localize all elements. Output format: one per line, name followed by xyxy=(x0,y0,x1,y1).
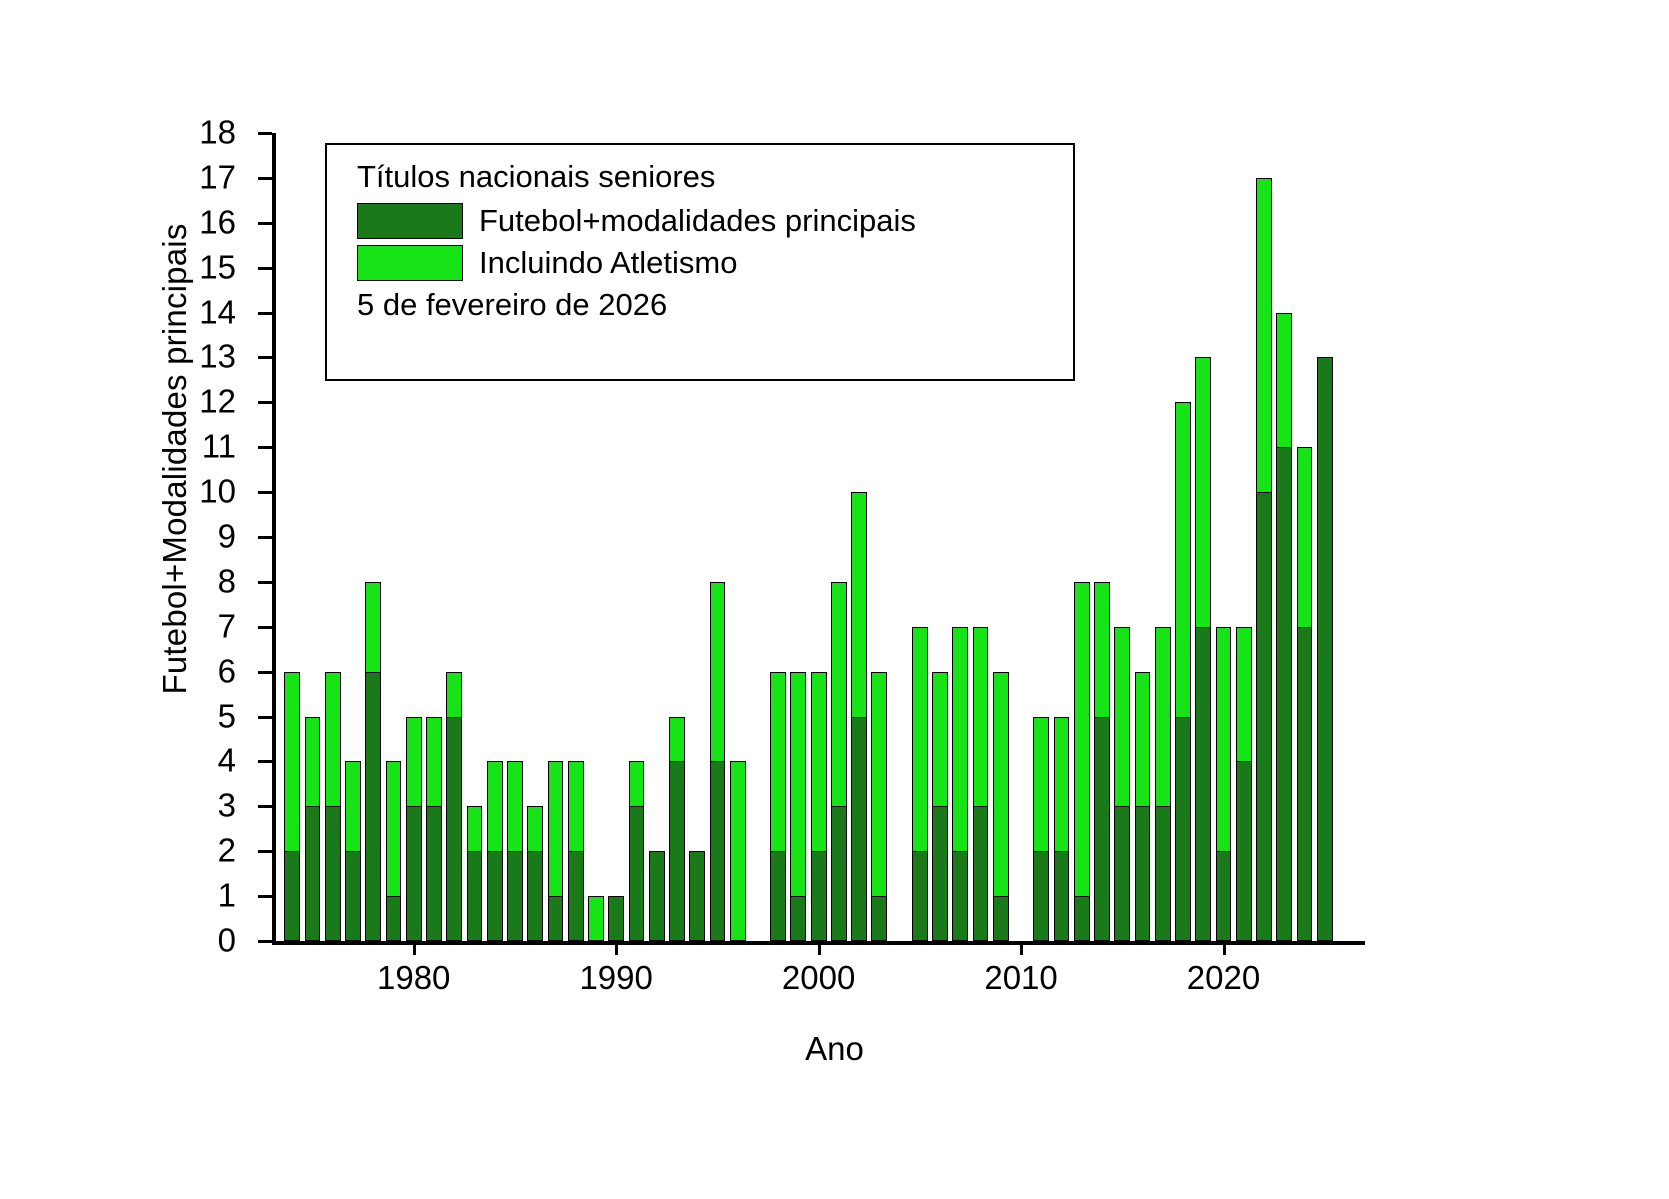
y-tick-label: 12 xyxy=(199,382,236,420)
bar-segment-main xyxy=(811,851,827,941)
bar-segment-main xyxy=(993,896,1009,941)
bar-segment-main xyxy=(507,851,523,941)
bar-group xyxy=(1276,133,1292,941)
bar-segment-total xyxy=(1074,582,1090,941)
bar-segment-main xyxy=(1054,851,1070,941)
x-tick xyxy=(1223,941,1226,955)
y-tick-label: 2 xyxy=(217,831,236,869)
y-tick-label: 3 xyxy=(217,786,236,824)
x-tick-label: 2020 xyxy=(1186,959,1261,996)
bar-segment-main xyxy=(1155,806,1171,941)
bar-segment-main xyxy=(790,896,806,941)
x-tick xyxy=(818,941,821,955)
bar-segment-main xyxy=(406,806,422,941)
y-tick xyxy=(217,607,272,645)
bar-segment-main xyxy=(305,806,321,941)
bar-segment-main xyxy=(1216,851,1232,941)
bar-segment-main xyxy=(649,851,665,941)
y-tick xyxy=(199,203,272,241)
bar-segment-main xyxy=(1074,896,1090,941)
bar-segment-main xyxy=(1094,717,1110,941)
y-tick xyxy=(199,472,272,510)
bar-segment-main xyxy=(831,806,847,941)
bar-segment-main xyxy=(669,761,685,941)
bar-segment-main xyxy=(629,806,645,941)
bar-group xyxy=(1195,133,1211,941)
x-tick-label: 1990 xyxy=(579,959,653,996)
x-tick xyxy=(1020,941,1023,955)
bar-segment-main xyxy=(284,851,300,941)
x-tick-label: 2000 xyxy=(781,959,856,996)
bar-segment-main xyxy=(325,806,341,941)
y-tick-label: 1 xyxy=(217,876,236,914)
bar-group xyxy=(1236,133,1252,941)
legend-label-main: Futebol+modalidades principais xyxy=(479,203,916,238)
x-axis-title: Ano xyxy=(805,1030,864,1067)
bar-segment-main xyxy=(1033,851,1049,941)
legend-entry-main xyxy=(357,203,1073,239)
bar-segment-main xyxy=(1256,492,1272,941)
y-tick xyxy=(217,652,272,690)
y-tick-label: 5 xyxy=(217,697,236,735)
y-tick-label: 15 xyxy=(199,248,236,286)
bar-segment-main xyxy=(386,896,402,941)
legend-swatch-main xyxy=(357,203,463,239)
y-tick xyxy=(217,741,272,779)
y-tick xyxy=(199,158,272,196)
legend-title: Títulos nacionais seniores xyxy=(357,159,716,194)
legend-note-date: 5 de fevereiro de 2026 xyxy=(357,287,668,322)
bar-group xyxy=(1175,133,1191,941)
y-tick xyxy=(199,113,272,151)
y-tick xyxy=(217,921,272,959)
bar-segment-main xyxy=(426,806,442,941)
bar-segment-main xyxy=(568,851,584,941)
bar-segment-main xyxy=(446,717,462,941)
bar-group xyxy=(1114,133,1130,941)
y-tick-label: 18 xyxy=(199,113,236,151)
bar-segment-main xyxy=(710,761,726,941)
bar-segment-total xyxy=(730,761,746,941)
bar-segment-main xyxy=(851,717,867,941)
y-tick-label: 9 xyxy=(217,517,236,555)
bar-segment-main xyxy=(487,851,503,941)
y-axis-line xyxy=(272,133,276,941)
bar-group xyxy=(1155,133,1171,941)
y-tick xyxy=(201,427,272,465)
x-tick-label: 1980 xyxy=(376,959,451,996)
bar-group xyxy=(1135,133,1151,941)
y-tick xyxy=(217,831,272,869)
bar-segment-total xyxy=(588,896,604,941)
y-tick xyxy=(199,382,272,420)
y-tick xyxy=(217,697,272,735)
y-tick-label: 14 xyxy=(199,293,236,331)
y-tick xyxy=(199,337,272,375)
bar-group xyxy=(1256,133,1272,941)
legend-label-total: Incluindo Atletismo xyxy=(479,245,738,280)
bar-segment-main xyxy=(365,672,381,941)
y-tick-label: 16 xyxy=(199,203,236,241)
y-tick xyxy=(217,562,272,600)
y-tick xyxy=(199,248,272,286)
bar-segment-main xyxy=(952,851,968,941)
y-tick-label: 4 xyxy=(217,741,236,779)
y-tick xyxy=(217,786,272,824)
x-tick xyxy=(615,941,618,955)
bar-segment-main xyxy=(1317,357,1333,941)
bar-segment-main xyxy=(1297,627,1313,941)
bar-segment-main xyxy=(770,851,786,941)
bar-group xyxy=(1317,133,1333,941)
bar-segment-main xyxy=(1175,717,1191,941)
legend-entry-total xyxy=(357,245,1073,281)
y-tick-label: 10 xyxy=(199,472,236,510)
bar-segment-main xyxy=(1135,806,1151,941)
bar-segment-main xyxy=(548,896,564,941)
bar-group xyxy=(1216,133,1232,941)
y-tick xyxy=(217,876,272,914)
bar-segment-main xyxy=(467,851,483,941)
bar-group xyxy=(1074,133,1090,941)
x-tick-label: 2010 xyxy=(984,959,1058,996)
bar-segment-main xyxy=(1276,447,1292,941)
bar-segment-main xyxy=(1236,761,1252,941)
bar-group xyxy=(1297,133,1313,941)
bar-segment-main xyxy=(871,896,887,941)
y-tick-label: 11 xyxy=(201,427,236,465)
y-tick-label: 0 xyxy=(217,921,236,959)
bar-segment-main xyxy=(912,851,928,941)
legend-swatch-total xyxy=(357,245,463,281)
bar-group xyxy=(305,133,321,941)
bar-segment-main xyxy=(345,851,361,941)
bar-segment-main xyxy=(689,851,705,941)
y-tick xyxy=(199,293,272,331)
y-tick-label: 8 xyxy=(217,562,236,600)
bar-segment-main xyxy=(973,806,989,941)
y-tick xyxy=(217,517,272,555)
bar-segment-main xyxy=(1114,806,1130,941)
bar-group xyxy=(1094,133,1110,941)
bar-group xyxy=(284,133,300,941)
x-tick xyxy=(413,941,416,955)
y-tick-label: 6 xyxy=(217,652,236,690)
bar-segment-main xyxy=(527,851,543,941)
y-tick-label: 13 xyxy=(199,337,236,375)
bar-segment-main xyxy=(608,896,624,941)
y-tick-label: 7 xyxy=(217,607,236,645)
bar-segment-main xyxy=(932,806,948,941)
y-axis-title: Futebol+Modalidades principais xyxy=(156,223,193,695)
y-tick-label: 17 xyxy=(199,158,236,196)
chart-legend xyxy=(325,143,1075,381)
bar-segment-main xyxy=(1195,627,1211,941)
